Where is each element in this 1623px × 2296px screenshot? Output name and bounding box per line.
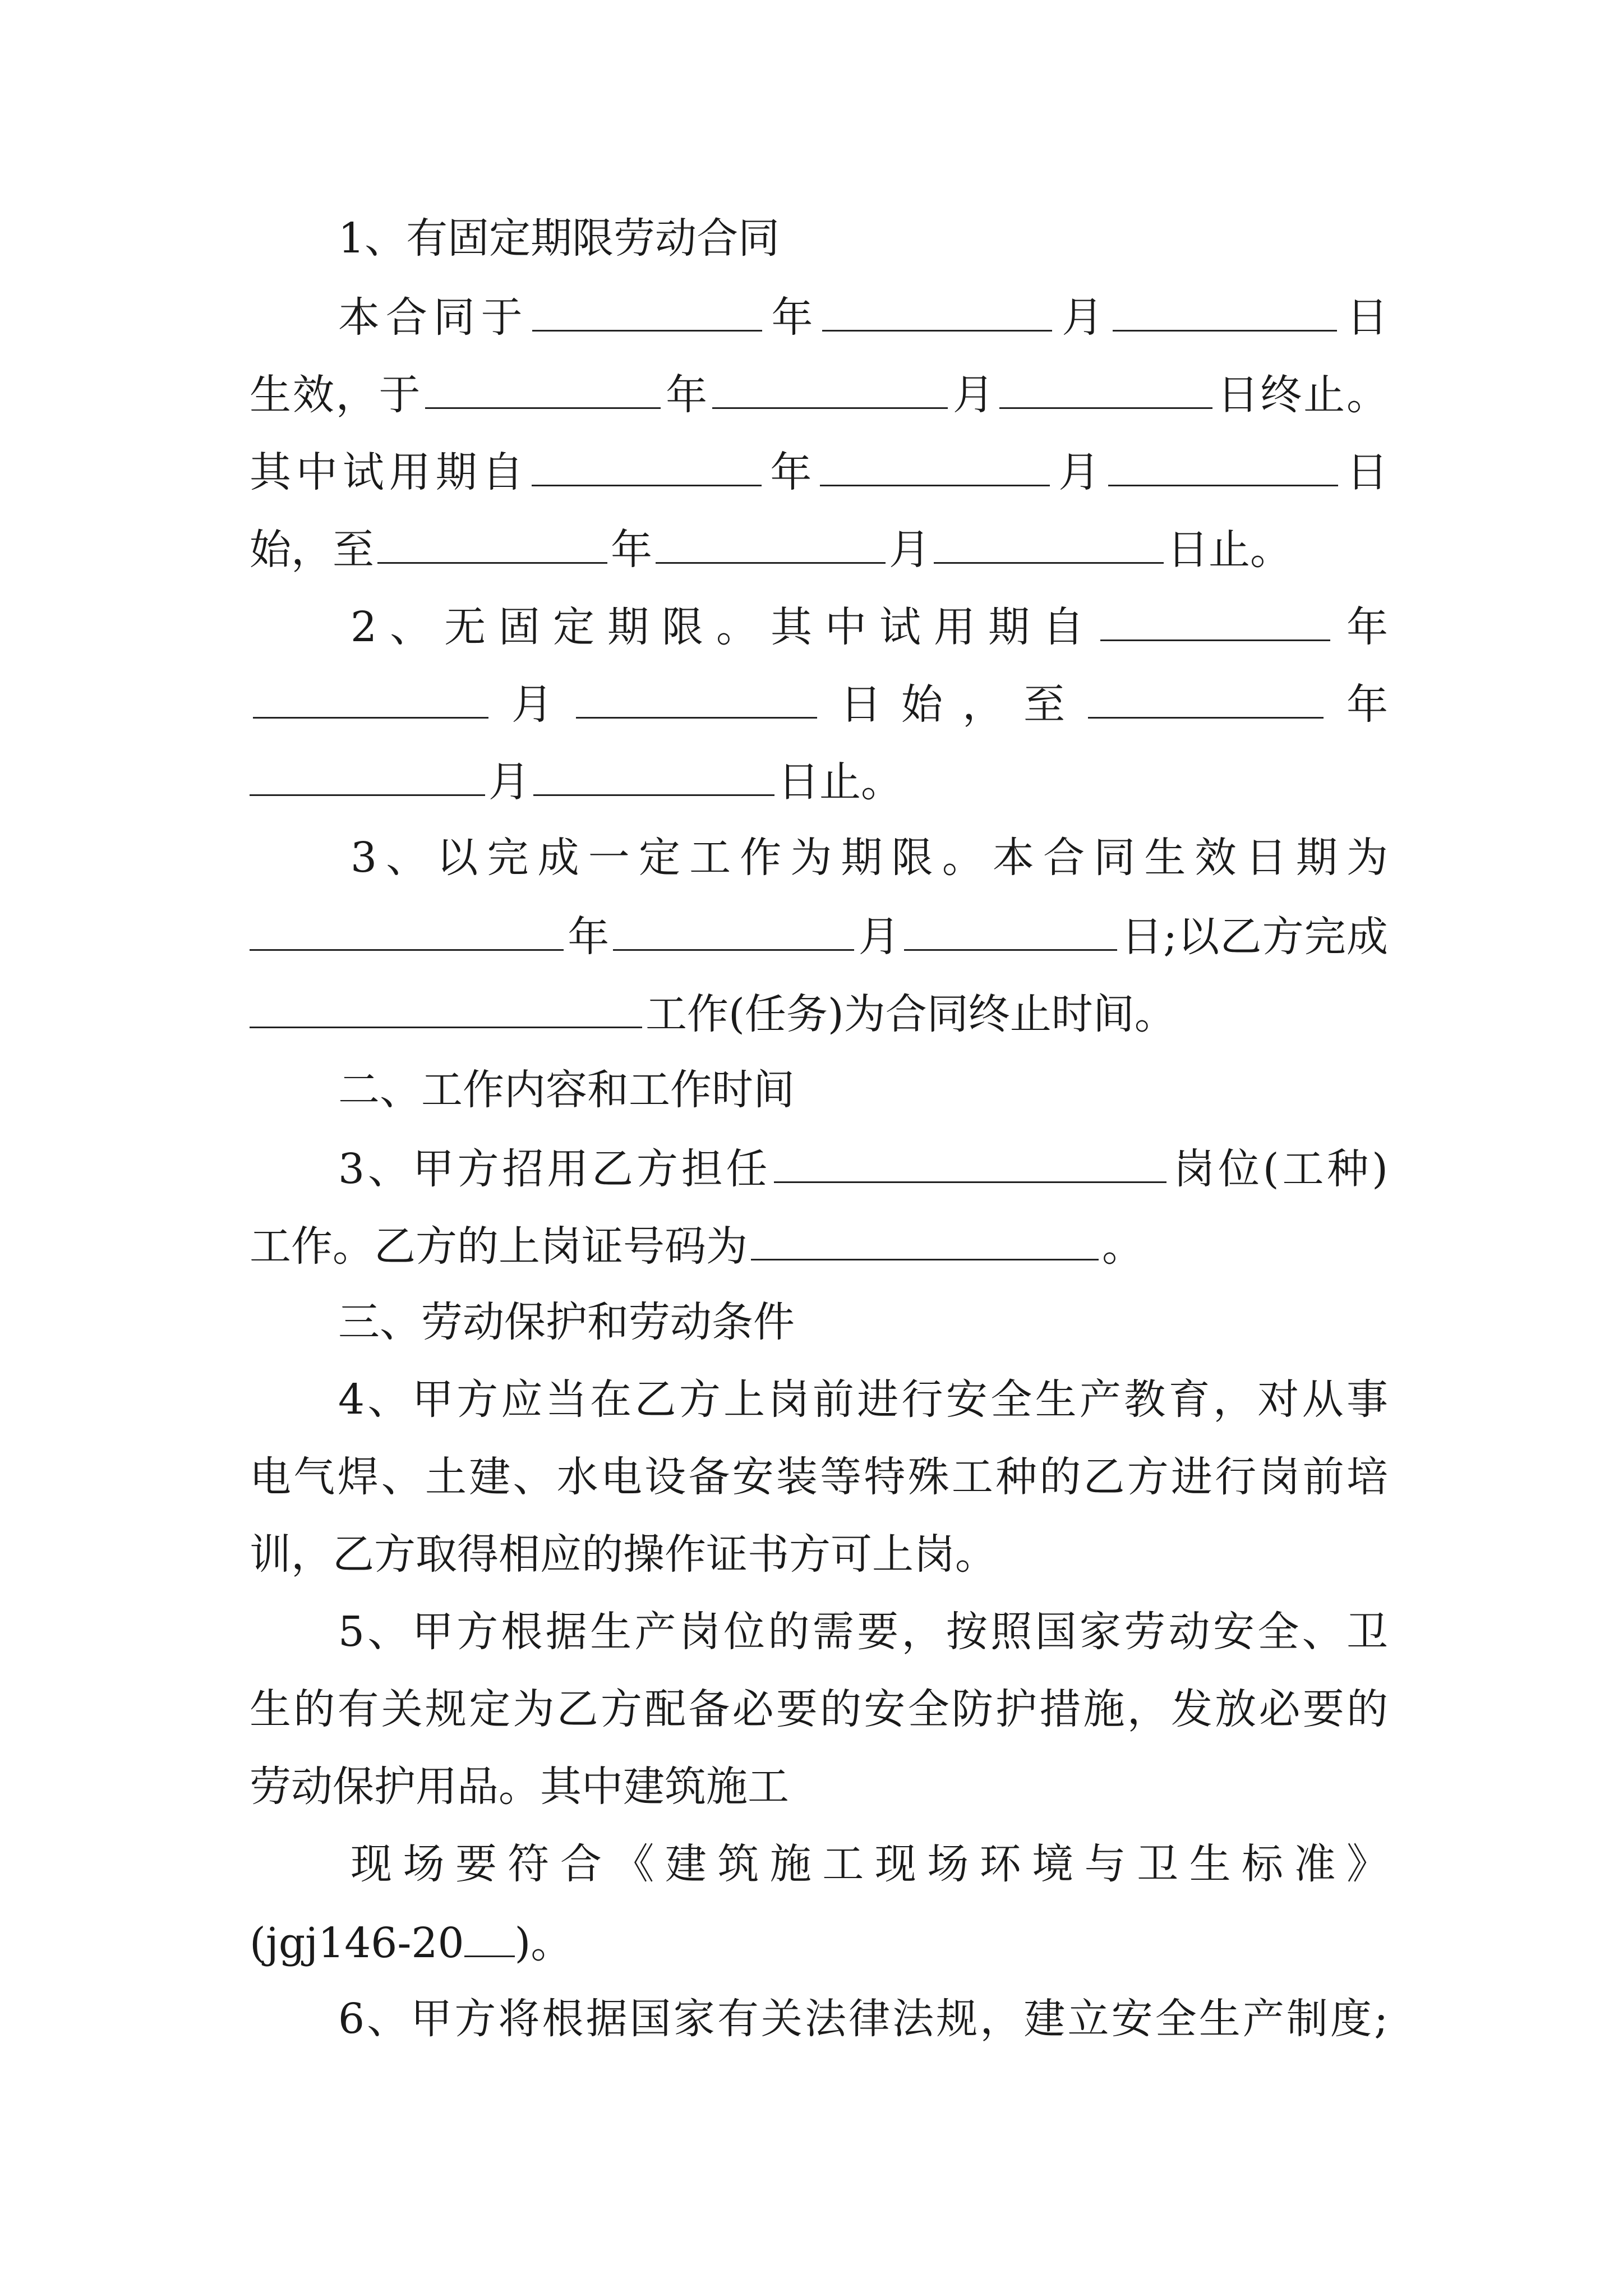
paragraph-line: 月 日始，至 年 [250,672,1388,734]
paragraph-line: 始，至 年 月 日止。 [250,517,1388,579]
blank-line[interactable] [533,749,774,796]
blank-line[interactable] [613,904,854,951]
blank-line[interactable] [1100,595,1330,641]
paragraph-line: 5、甲方根据生产岗位的需要，按照国家劳动安全、卫 [338,1608,1388,1656]
section-heading: 三、劳动保护和劳动条件 [338,1298,795,1346]
paragraph-line: 劳动保护用品。其中建筑施工 [250,1763,789,1811]
paragraph-line: (jgj146-20 )。 [250,1911,1388,1972]
paragraph-line: 现场要符合《建筑施工现场环境与卫生标准》 [351,1840,1388,1888]
blank-line[interactable] [377,517,607,564]
blank-line[interactable] [1088,672,1324,719]
blank-line[interactable] [253,672,488,719]
clause-heading: 1、有固定期限劳动合同 [338,214,780,263]
paragraph-line: 6、甲方将根据国家有关法律法规，建立安全生产制度; [338,1995,1388,2043]
paragraph-line: 2、无固定期限。其中试用期自 年 [250,595,1388,656]
blank-line[interactable] [250,982,642,1028]
paragraph-line: 生的有关规定为乙方配备必要的安全防护措施，发放必要的 [250,1685,1388,1733]
blank-line[interactable] [250,749,485,796]
paragraph-line: 工作(任务)为合同终止时间。 [250,982,1388,1043]
paragraph-line: 训，乙方取得相应的操作证书方可上岗。 [250,1530,997,1579]
paragraph-line: 年 月 日;以乙方完成 [250,904,1388,966]
paragraph-line: 工作。乙方的上岗证号码为 。 [250,1214,1388,1276]
blank-line[interactable] [1108,440,1338,486]
paragraph-line: 3、甲方招用乙方担任 岗位(工种) [250,1137,1388,1198]
blank-line[interactable] [774,1137,1166,1183]
paragraph-line: 生效，于 年 月 日终止。 [250,362,1388,424]
paragraph-line: 3、以完成一定工作为期限。本合同生效日期为 [351,834,1388,882]
blank-line[interactable] [999,362,1212,409]
paragraph-line: 本合同于 年 月 日 [250,285,1388,347]
paragraph-line: 电气焊、土建、水电设备安装等特殊工种的乙方进行岗前培 [250,1453,1388,1501]
blank-line[interactable] [425,362,661,409]
blank-line[interactable] [820,440,1050,486]
blank-line[interactable] [822,285,1052,332]
blank-line[interactable] [934,517,1164,564]
blank-line[interactable] [532,285,762,332]
blank-line[interactable] [712,362,948,409]
blank-line[interactable] [576,672,817,719]
paragraph-line: 4、甲方应当在乙方上岗前进行安全生产教育，对从事 [338,1375,1388,1424]
blank-line[interactable] [904,904,1117,951]
blank-line[interactable] [250,904,564,951]
blank-line[interactable] [464,1911,515,1957]
blank-line[interactable] [532,440,762,486]
paragraph-line: 其中试用期自 年 月 日 [250,440,1388,501]
blank-line[interactable] [751,1214,1099,1260]
blank-line[interactable] [656,517,886,564]
section-heading: 二、工作内容和工作时间 [338,1066,795,1114]
blank-line[interactable] [1113,285,1337,332]
paragraph-line: 月 日止。 [250,749,1388,811]
